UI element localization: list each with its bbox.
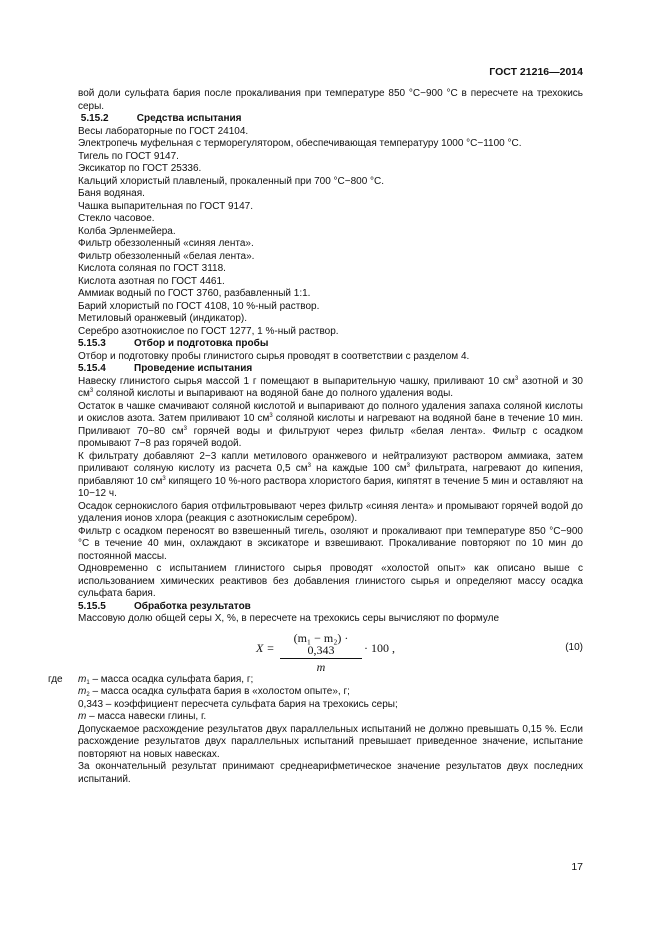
formula-denominator: m <box>316 659 326 674</box>
variable-symbol: m <box>78 673 87 685</box>
equipment-item: Стекло часовое. <box>78 213 155 224</box>
equipment-item: Колба Эрленмейера. <box>78 225 176 237</box>
variable-subscript: 1 <box>86 679 90 686</box>
procedure-paragraph-3: К фильтрату добавляют 2−3 капли метилового оранжевого и нейтрализуют раствором аммиака, затем приливают соляную кислоту из расчета 0,5 $см^3$ на каждые 100 $см^3$ фильтрата, нагревают до кипения, прибавляют 10 $см^3$ кипящего 10 %-ного раствора хлористого бария, кипятят в течение 5 мин и оставляют на 10−12 ч. <box>78 450 584 499</box>
equipment-item: Фильтр обеззоленный «белая лента». <box>78 250 255 262</box>
section-number: 5.15.3 <box>78 338 106 349</box>
variable-subscript: 2 <box>86 692 90 698</box>
procedure-paragraph-2: Остаток в чашке смачивают соляной кислотой и выпаривают до полного удаления запаха соляной кислоты и окислов азота. Затем приливают 10 $см^3$ соляной кислоты и нагревают на водяной бане в течение 10 мин. Приливают 70−80 $см^3$ горячей воды и фильтруют через фильтр «белая лента». Фильтр с осадком промывают 7−8 раз горячей водой. <box>78 400 583 449</box>
section-number: 5.15.5 <box>78 600 106 612</box>
definition-text: – масса осадка сульфата бария в «холостом опыте», г; <box>89 686 350 697</box>
section-5-15-5-heading <box>78 601 583 614</box>
variable-definitions <box>48 673 583 724</box>
equipment-item: Электропечь муфельная с терморегулятором, обеспечивающая температуру 1000 °С−1100 °С. <box>78 138 522 149</box>
procedure-paragraph-4: Осадок сернокислого бария отфильтровывают через фильтр «синяя лента» и промывают горячей водой до удаления ионов хлора (реакция с азотнокислым серебром). <box>78 500 583 524</box>
formula-lhs: X = <box>256 640 275 655</box>
section-title: Обработка результатов <box>134 600 251 612</box>
results-intro: Массовую долю общей серы X, %, в пересчете на трехокись серы вычисляют по формуле <box>78 613 500 624</box>
formula-10 <box>78 630 583 674</box>
section-title: Отбор и подготовка пробы <box>134 338 269 349</box>
section-number: 5.15.2 <box>80 113 109 124</box>
section-title: Средства испытания <box>136 113 242 124</box>
definition-item <box>78 674 583 687</box>
deviation-paragraph: Допускаемое расхождение результатов двух параллельных испытаний не должно превышать 0,15 %. Если расхождение результатов двух параллельных испытаний превышает приведенное значение, испытание повторяют на новых навесках. <box>78 723 583 760</box>
equipment-item: Весы лабораторные по ГОСТ 24104. <box>78 125 249 137</box>
variable-symbol: m <box>78 686 87 697</box>
equipment-item: Кислота азотная по ГОСТ 4461. <box>78 275 225 287</box>
definition-item <box>78 711 583 724</box>
equipment-item: Кальций хлористый плавленый, прокаленный при 700 °С−800 °С. <box>78 175 385 187</box>
equipment-item: Тигель по ГОСТ 9147. <box>78 150 179 162</box>
equipment-item: Кислота соляная по ГОСТ 3118. <box>78 263 226 274</box>
variable-symbol: m <box>78 711 87 722</box>
definition-item <box>78 699 583 712</box>
equipment-item: Баня водяная. <box>78 188 145 199</box>
section-number: 5.15.4 <box>78 363 106 374</box>
page-number: 17 <box>571 861 583 873</box>
definition-text: 0,343 – коэффициент пересчета сульфата бария на трехокись серы; <box>78 698 398 710</box>
equipment-item: Барий хлористый по ГОСТ 4108, 10 %-ный раствор. <box>78 300 320 312</box>
definitions-list <box>78 674 583 724</box>
procedure-paragraph-5: Фильтр с осадком переносят во взвешенный тигель, озоляют и прокаливают при температуре 850 °С−900 °С в течение 40 мин, охлаждают в эксикаторе и взвешивают. Прокаливание повторяют по 10 мин до постоянной массы. <box>78 525 583 562</box>
formula-numerator: (m₁ − m₂) · 0,343 <box>280 632 362 659</box>
section-5-15-4-heading <box>78 363 583 376</box>
formula-fraction <box>280 632 362 674</box>
formula-tail: · 100 , <box>364 640 395 655</box>
equipment-item: Аммиак водный по ГОСТ 3760, разбавленный 1:1. <box>78 288 311 299</box>
definition-item <box>78 686 583 699</box>
procedure-paragraph-1: Навеску глинистого сырья массой 1 г помещают в выпарительную чашку, приливают 10 $см^3$ азотной и 30 $см^3$ соляной кислоты и выпаривают на водяной бане до полного удаления воды. <box>78 375 583 399</box>
sampling-text: Отбор и подготовку пробы глинистого сырья проводят в соответствии с разделом 4. <box>78 350 470 362</box>
equipment-item: Чашка выпарительная по ГОСТ 9147. <box>78 200 254 212</box>
definition-text: – масса навески глины, г. <box>86 711 207 722</box>
equipment-item: Фильтр обеззоленный «синяя лента». <box>78 238 254 249</box>
procedure-paragraph-6: Одновременно с испытанием глинистого сырья проводят «холостой опыт» как описано выше с использованием химических реактивов без добавления глинистого сырья и определяют массу осадка сульфата бария. <box>78 563 583 599</box>
equipment-list <box>78 126 583 339</box>
equipment-item: Серебро азотнокислое по ГОСТ 1277, 1 %-ный раствор. <box>78 325 339 337</box>
equation-number: (10) <box>565 641 583 653</box>
section-5-15-3-heading <box>78 338 583 351</box>
definition-text: – масса осадка сульфата бария, г; <box>89 673 254 685</box>
equipment-item: Эксикатор по ГОСТ 25336. <box>78 163 202 174</box>
equipment-item: Метиловый оранжевый (индикатор). <box>78 313 248 324</box>
intro-paragraph: вой доли сульфата бария после прокаливания при температуре 850 °С−900 °С в пересчете на трехокись серы. <box>78 88 583 112</box>
where-label: где <box>48 673 63 685</box>
section-5-15-2-heading <box>78 113 583 126</box>
final-result-paragraph: За окончательный результат принимают среднеарифметическое значение результатов двух последних испытаний. <box>78 761 583 785</box>
page-content <box>48 88 584 786</box>
document-header: ГОСТ 21216—2014 <box>489 66 583 78</box>
section-title: Проведение испытания <box>134 363 253 374</box>
